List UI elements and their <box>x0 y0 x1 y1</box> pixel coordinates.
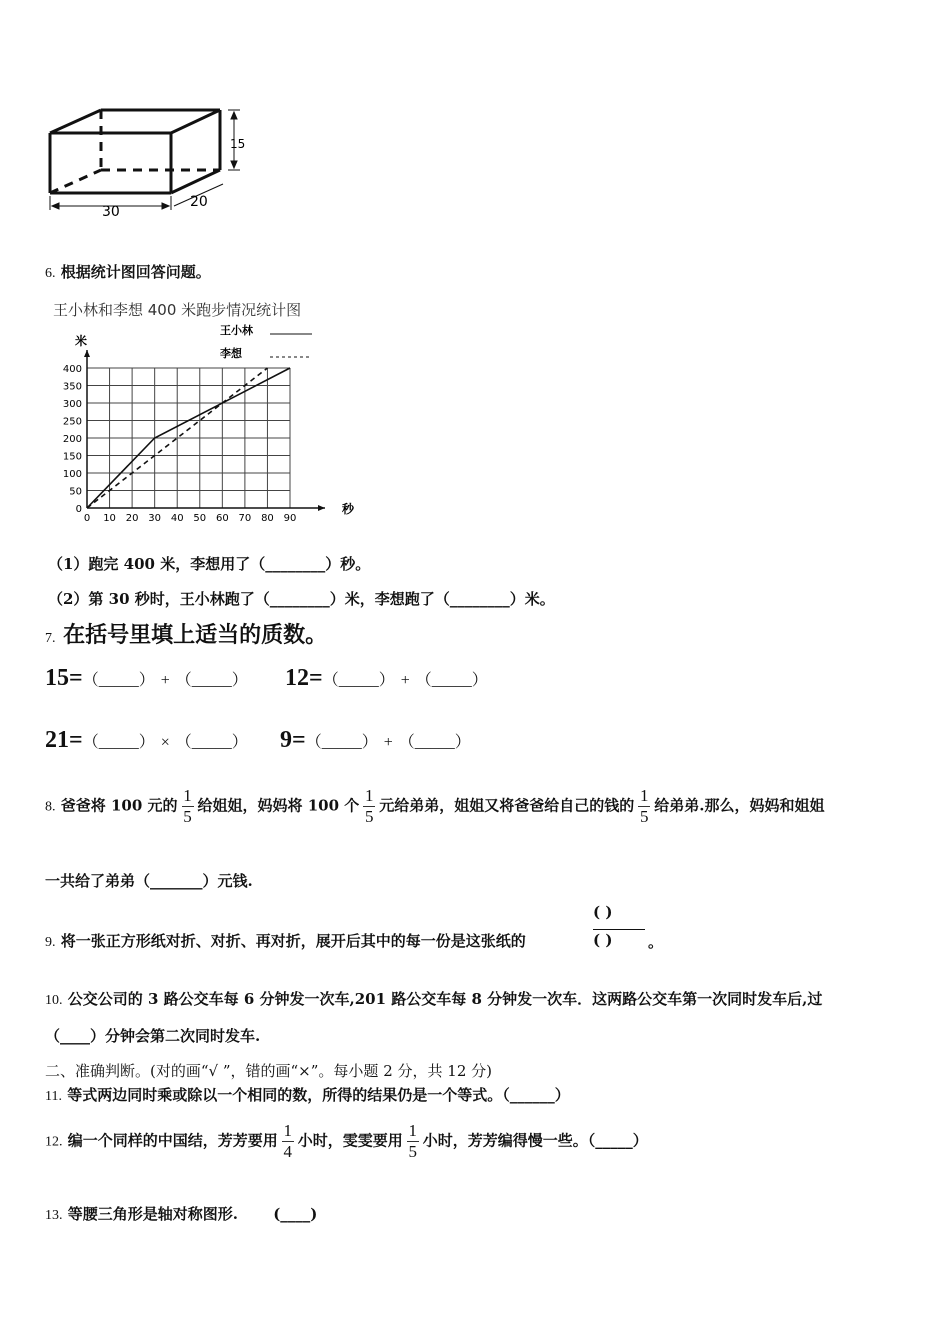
q8-text: 给姐姐，妈妈将 100 个 <box>197 796 360 815</box>
section2-heading: 二、准确判断。(对的画“√ ”，错的画“×”。每小题 2 分，共 12 分) <box>45 1062 492 1080</box>
blank: （_____） <box>322 672 395 689</box>
chart-ylabel: 米 <box>75 334 88 348</box>
frac-num: 1 <box>365 786 374 805</box>
eq-left: 15= <box>45 665 83 691</box>
blank: （_____） <box>415 672 488 689</box>
x-tick-label: 70 <box>238 513 252 524</box>
q7-eq-4 <box>280 727 471 754</box>
y-tick-label: 150 <box>62 451 82 463</box>
operator: + <box>400 672 410 689</box>
q7-eq-2 <box>285 665 488 692</box>
fraction <box>638 786 650 827</box>
legend-label: 李想 <box>220 347 242 360</box>
y-tick-label: 0 <box>75 504 82 515</box>
frac-den: 5 <box>183 807 192 826</box>
q6-number: 6. <box>45 266 56 281</box>
operator: + <box>160 672 170 689</box>
frac-num: 1 <box>640 786 649 805</box>
q12-text: 小时，芳芳编得慢一些。（_____） <box>422 1131 648 1150</box>
y-tick-label: 400 <box>62 364 82 375</box>
frac-den: 4 <box>283 1142 292 1161</box>
blank: （_____） <box>82 734 155 751</box>
cuboid-figure <box>40 98 260 220</box>
q8-text: 爸爸将 100 元的 <box>60 796 178 815</box>
q13-text: 等腰三角形是轴对称图形. <box>67 1205 238 1223</box>
q12-number: 12. <box>45 1134 63 1150</box>
eq-left: 21= <box>45 727 83 753</box>
q9-line <box>45 930 526 951</box>
q8-line2: 一共给了弟弟（_______）元钱. <box>45 872 253 890</box>
q8-number: 8. <box>45 799 56 815</box>
x-tick-label: 50 <box>193 513 207 524</box>
q9-number: 9. <box>45 935 56 950</box>
x-tick-label: 40 <box>170 513 184 524</box>
q11-number: 11. <box>45 1089 62 1104</box>
q13-blank: (____) <box>273 1205 318 1223</box>
q6-sub2: （2）第 30 秒时，王小林跑了（________）米，李想跑了（________）米。 <box>48 590 555 608</box>
box-height-label: 15 <box>230 137 246 151</box>
q10-line1 <box>45 988 822 1009</box>
x-tick-label: 60 <box>215 513 229 524</box>
eq-left: 9= <box>280 727 306 753</box>
y-tick-label: 300 <box>62 399 82 410</box>
chart-xlabel: 秒 <box>342 502 355 516</box>
operator: × <box>160 734 170 751</box>
q9-text: 将一张正方形纸对折、对折、再对折，展开后其中的每一份是这张纸的 <box>60 932 526 950</box>
frac-num: 1 <box>283 1121 292 1140</box>
blank: （_____） <box>175 672 248 689</box>
y-tick-label: 200 <box>62 434 82 445</box>
q9-frac-top: ( ) <box>593 903 613 921</box>
q8-text: 给弟弟.那么，妈妈和姐姐 <box>654 796 825 815</box>
x-tick-label: 90 <box>283 513 297 524</box>
q10-text: 公交公司的 3 路公交车每 6 分钟发一次车,201 路公交车每 8 分钟发一次车．这两路公交车第一次同时发车后,过 <box>67 990 823 1008</box>
q12-line <box>45 1121 648 1162</box>
x-axis-arrow <box>318 505 325 511</box>
q11-text: 等式两边同时乘或除以一个相同的数，所得的结果仍是一个等式。（______） <box>67 1086 570 1104</box>
y-tick-label: 50 <box>69 486 82 498</box>
x-tick-label: 30 <box>148 513 162 524</box>
blank: （_____） <box>175 734 248 751</box>
y-tick-label: 250 <box>62 416 82 428</box>
x-tick-label: 10 <box>103 513 116 524</box>
q8-line1 <box>45 786 825 827</box>
q7-line <box>45 618 327 649</box>
box-width-label: 20 <box>190 194 208 210</box>
eq-left: 12= <box>285 665 323 691</box>
frac-num: 1 <box>408 1121 418 1140</box>
frac-den: 5 <box>365 807 374 826</box>
y-tick-label: 100 <box>62 469 82 480</box>
q7-prompt: 在括号里填上适当的质数。 <box>63 622 328 648</box>
operator: + <box>383 734 393 751</box>
q13-number: 13. <box>45 1208 63 1223</box>
frac-den: 5 <box>408 1142 418 1161</box>
frac-den: 5 <box>640 807 649 826</box>
q10-number: 10. <box>45 993 63 1008</box>
q6-prompt: 根据统计图回答问题。 <box>60 263 211 281</box>
q10-line2: （____）分钟会第二次同时发车. <box>45 1027 261 1045</box>
fraction <box>363 786 375 827</box>
box-length-label: 30 <box>102 204 120 220</box>
frac-num: 1 <box>183 786 192 805</box>
fraction <box>182 786 194 827</box>
blank: （_____） <box>398 734 471 751</box>
q12-text: 小时，雯雯要用 <box>297 1131 403 1150</box>
q8-text: 元给弟弟，姐姐又将爸爸给自己的钱的 <box>379 796 635 815</box>
blank: （_____） <box>82 672 155 689</box>
q7-number: 7. <box>45 631 56 646</box>
blank: （_____） <box>305 734 378 751</box>
q6-sub1: （1）跑完 400 米，李想用了（________）秒。 <box>48 555 371 573</box>
q11-line <box>45 1084 570 1105</box>
y-tick-label: 350 <box>62 381 82 393</box>
fraction <box>282 1121 294 1162</box>
line-chart <box>40 295 370 530</box>
x-tick-label: 0 <box>83 513 91 524</box>
q9-frac-bottom: ( ) <box>593 931 613 949</box>
fraction <box>407 1121 419 1162</box>
y-axis-arrow <box>84 350 90 357</box>
q7-eq-1 <box>45 665 248 692</box>
x-tick-label: 20 <box>125 513 139 524</box>
legend-label: 王小林 <box>220 324 253 337</box>
q9-end: 。 <box>648 933 664 951</box>
q7-eq-3 <box>45 727 248 754</box>
q12-text: 编一个同样的中国结，芳芳要用 <box>67 1131 278 1150</box>
chart-title: 王小林和李想 400 米跑步情况统计图 <box>53 301 302 319</box>
q13-line <box>45 1203 317 1224</box>
x-tick-label: 80 <box>261 513 274 524</box>
q6-line <box>45 261 211 282</box>
